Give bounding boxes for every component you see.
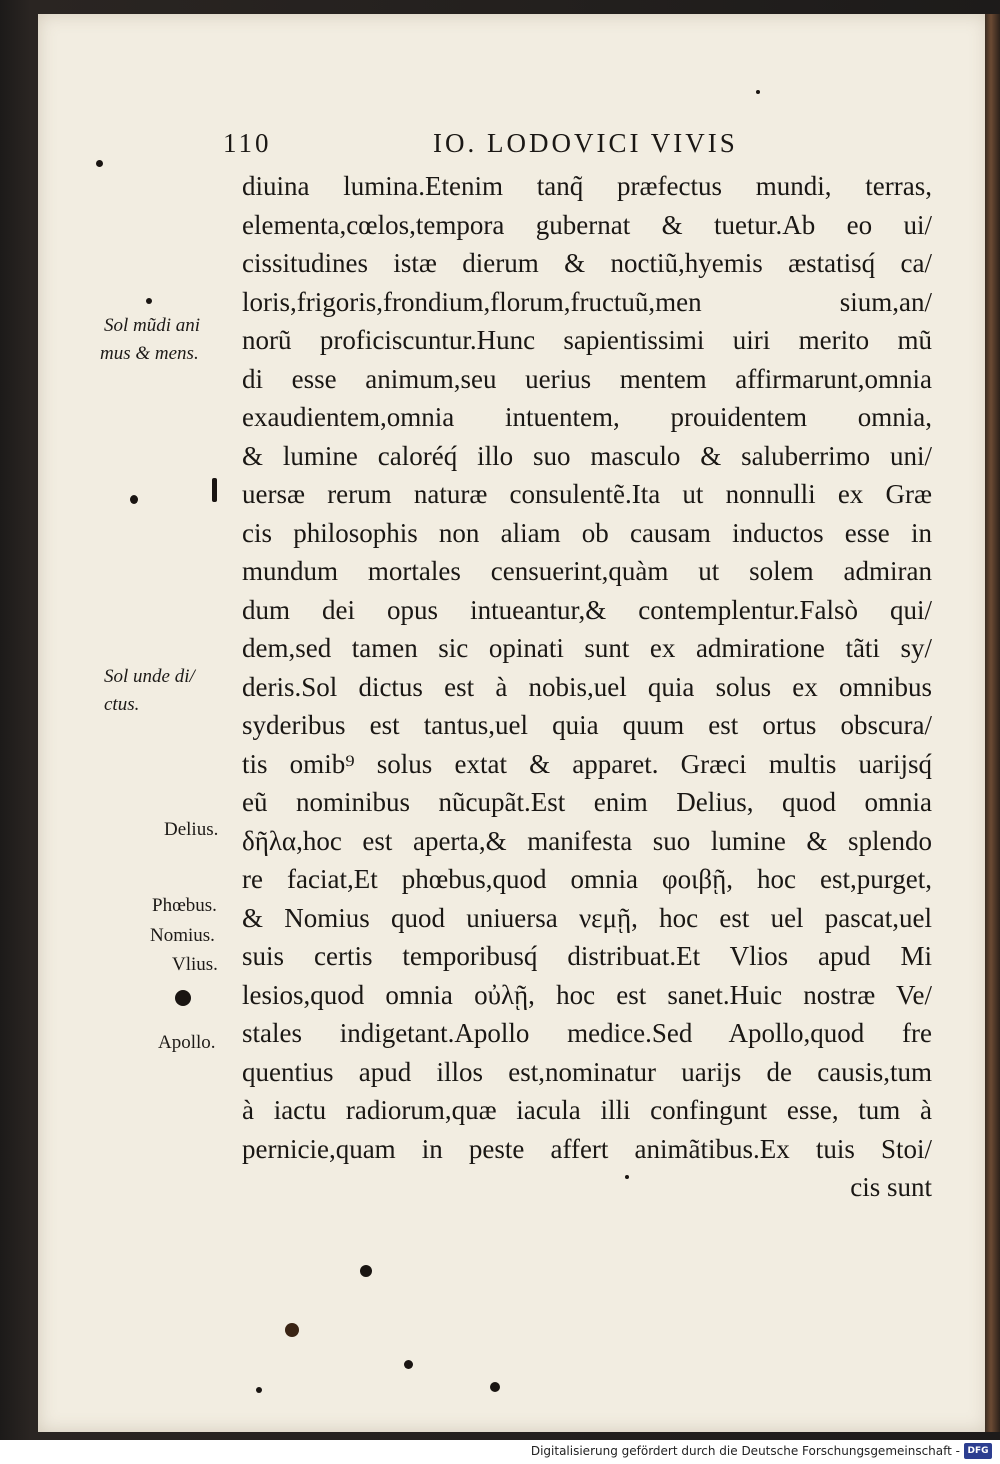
ink-spot <box>146 298 152 304</box>
text-line: cissitudines istæ dierum & noctiũ,hyemis æstatisq́ ca/ <box>242 248 932 278</box>
text-line: diuina lumina.Etenim tanq̃ præfectus mundi, terras, <box>242 171 932 201</box>
ink-spot <box>404 1360 413 1369</box>
ink-spot <box>625 1175 629 1179</box>
text-line: di esse animum,seu uerius mentem affirmarunt,omnia <box>242 363 932 394</box>
funding-credit: Digitalisierung gefördert durch die Deutsche Forschungsgemeinschaft - <box>530 1444 960 1458</box>
marginal-note-sol-unde: Sol unde di/ <box>104 666 195 687</box>
ink-spot <box>285 1323 299 1337</box>
text-line: à iactu radiorum,quæ iacula illi confingunt esse, tum à <box>242 1095 932 1125</box>
ink-spot <box>256 1387 262 1393</box>
text-line: quentius apud illos est,nominatur uarijs de causis,tum <box>242 1056 932 1087</box>
text-line: deris.Sol dictus est à nobis,uel quia solus ex omnibus <box>242 671 932 702</box>
text-line: suis certis temporibusq́ distribuat.Et Vlios apud Mi <box>242 941 932 971</box>
text-line: loris,frigoris,frondium,florum,fructuũ,men sium,an/ <box>242 286 932 317</box>
main-text-block <box>242 167 932 1207</box>
marginal-note-sol-unde-cont: ctus. <box>104 694 140 715</box>
marginal-note-sol-mundi: Sol mũdi ani <box>104 315 201 336</box>
text-line: uersæ rerum naturæ consulentẽ.Ita ut nonnulli ex Græ <box>242 479 932 509</box>
folio-number: 110 <box>223 128 272 158</box>
footer-bar <box>0 1440 1000 1464</box>
text-line: tis omib⁹ solus extat & apparet. Græci multis uarijsq́ <box>242 748 932 779</box>
text-line: norũ proficiscuntur.Hunc sapientissimi uiri merito mũ <box>242 325 932 355</box>
text-line: cis philosophis non aliam ob causam inductos esse in <box>242 517 932 548</box>
page-edge <box>985 14 1000 1432</box>
text-line: mundum mortales censuerint,quàm ut solem admiran <box>242 556 932 586</box>
running-title: IO. LODOVICI VIVIS <box>433 128 738 158</box>
ink-spot <box>130 495 138 504</box>
text-line: eũ nominibus nũcupãt.Est enim Delius, quod omnia <box>242 787 932 817</box>
text-line: & Nomius quod uniuersa νεμῇ, hoc est uel pascat,uel <box>242 902 932 933</box>
text-line: δῆλα,hoc est aperta,& manifesta suo lumine & splendo <box>242 825 932 856</box>
ink-spot <box>212 478 217 502</box>
marginal-note-apollo: Apollo. <box>158 1032 216 1053</box>
catchword: cis sunt <box>850 1172 932 1202</box>
marginal-note-delius: Delius. <box>164 819 219 840</box>
text-line: exaudientem,omnia intuentem, prouidentem omnia, <box>242 402 932 432</box>
ink-spot <box>96 160 103 167</box>
text-line: & lumine caloréq́ illo suo masculo & saluberrimo uni/ <box>242 440 932 471</box>
marginal-note-phoebus: Phœbus. <box>152 895 217 916</box>
text-line: lesios,quod omnia οὐλῇ, hoc est sanet.Huic nostræ Ve/ <box>242 979 932 1010</box>
marginal-note-sol-mundi-cont: mus & mens. <box>100 343 199 364</box>
dfg-logo: DFG <box>964 1443 992 1459</box>
ink-spot <box>360 1265 372 1277</box>
ink-spot <box>756 90 760 94</box>
marginal-note-vlius: Vlius. <box>172 954 218 975</box>
marginal-note-nomius: Nomius. <box>150 925 215 946</box>
text-line: stales indigetant.Apollo medice.Sed Apollo,quod fre <box>242 1018 932 1048</box>
ink-spot <box>490 1382 500 1392</box>
text-line: re faciat,Et phœbus,quod omnia φοιβῇ, hoc est,purget, <box>242 864 932 894</box>
text-line: dum dei opus intueantur,& contemplentur.Falsò qui/ <box>242 594 932 625</box>
text-line: syderibus est tantus,uel quia quum est ortus obscura/ <box>242 710 932 740</box>
text-line: elementa,cœlos,tempora gubernat & tuetur.Ab eo ui/ <box>242 209 932 240</box>
ink-spot <box>175 990 191 1006</box>
text-line: dem,sed tamen sic opinati sunt ex admiratione tãti sy/ <box>242 633 932 663</box>
text-line: pernicie,quam in peste affert animãtibus.Ex tuis Stoi/ <box>242 1133 932 1164</box>
